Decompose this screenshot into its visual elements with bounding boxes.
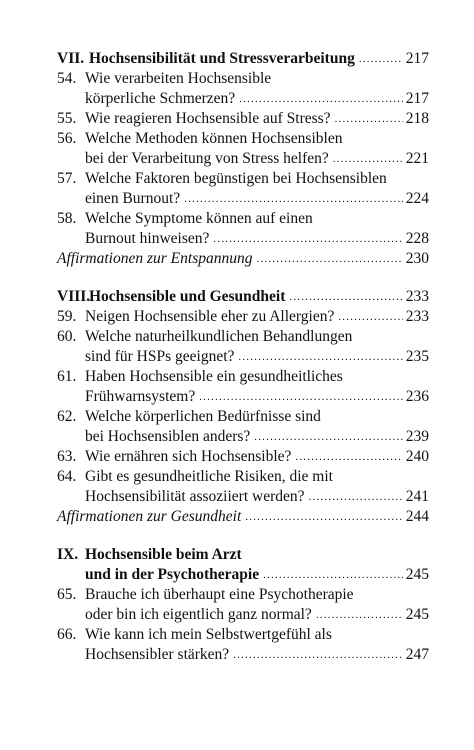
page-number: 224 — [405, 190, 429, 207]
dot-leader — [184, 189, 403, 209]
entry-number: 54. — [57, 70, 77, 87]
dot-leader — [239, 89, 403, 109]
entry-title: Welche Symptome können auf einen — [85, 210, 313, 227]
toc-entry[interactable] — [57, 605, 429, 625]
toc-entry[interactable] — [57, 189, 429, 209]
entry-number: 57. — [57, 170, 77, 187]
affirmation-title: Affirmationen zur Gesundheit — [57, 508, 242, 525]
toc-entry[interactable] — [57, 327, 429, 347]
page-number: 233 — [405, 308, 429, 325]
page-number: 240 — [405, 448, 429, 465]
entry-title: Brauche ich überhaupt eine Psychotherapie — [85, 586, 354, 603]
entry-title: Welche körperlichen Bedürfnisse sind — [85, 408, 321, 425]
entry-number: 66. — [57, 626, 77, 643]
entry-title: Burnout hinweisen? — [85, 230, 210, 247]
entry-number: 58. — [57, 210, 77, 227]
page-number: 244 — [405, 508, 429, 525]
page-number: 230 — [405, 250, 429, 267]
dot-leader — [295, 447, 402, 467]
entry-title: Hochsensibler stärken? — [85, 646, 230, 663]
entry-title: Hochsensibilität assoziiert werden? — [85, 488, 305, 505]
entry-title: bei Hochsensiblen anders? — [85, 428, 251, 445]
toc-entry[interactable] — [57, 109, 429, 129]
page-number: 245 — [405, 606, 429, 623]
entry-number: 61. — [57, 368, 77, 385]
chapter-title: Hochsensible und Gesundheit — [89, 288, 286, 305]
entry-number: 63. — [57, 448, 77, 465]
dot-leader — [256, 249, 402, 269]
page-number: 245 — [405, 566, 429, 583]
chapter-title: und in der Psychotherapie — [85, 566, 260, 583]
toc-entry[interactable] — [57, 645, 429, 665]
section-gap — [57, 269, 429, 287]
entry-number: 59. — [57, 308, 77, 325]
toc-entry[interactable] — [57, 129, 429, 149]
dot-leader — [233, 645, 403, 665]
toc-entry[interactable] — [57, 69, 429, 89]
page-number: 218 — [405, 110, 429, 127]
page-number: 217 — [405, 90, 429, 107]
toc-entry[interactable] — [57, 387, 429, 407]
dot-leader — [338, 307, 402, 327]
entry-title: Wie kann ich mein Selbstwertgefühl als — [85, 626, 332, 643]
page-number: 233 — [405, 288, 429, 305]
chapter-heading[interactable] — [57, 49, 429, 69]
chapter-title: Hochsensibilität und Stressverarbeitung — [89, 50, 355, 67]
chapter-heading[interactable] — [57, 565, 429, 585]
dot-leader — [359, 49, 403, 69]
chapter-number: IX. — [57, 546, 79, 563]
affirmation-title: Affirmationen zur Entspannung — [57, 250, 253, 267]
entry-number: 62. — [57, 408, 77, 425]
entry-title: oder bin ich eigentlich ganz normal? — [85, 606, 312, 623]
entry-title: Frühwarnsystem? — [85, 388, 196, 405]
toc-entry[interactable] — [57, 447, 429, 467]
toc-entry[interactable] — [57, 625, 429, 645]
page-number: 239 — [405, 428, 429, 445]
chapter-heading[interactable] — [57, 287, 429, 307]
page-number: 247 — [405, 646, 429, 663]
dot-leader — [316, 605, 403, 625]
entry-title: Haben Hochsensible ein gesundheitliches — [85, 368, 343, 385]
dot-leader — [263, 565, 403, 585]
chapter-title: Hochsensible beim Arzt — [85, 546, 242, 563]
dot-leader — [309, 487, 403, 507]
entry-title: Wie ernähren sich Hochsensible? — [85, 448, 292, 465]
toc-entry[interactable] — [57, 487, 429, 507]
dot-leader — [333, 149, 403, 169]
page-number: 236 — [405, 388, 429, 405]
entry-title: Welche Faktoren begünstigen bei Hochsensiblen — [85, 170, 387, 187]
toc-entry[interactable] — [57, 367, 429, 387]
page-number: 221 — [405, 150, 429, 167]
dot-leader — [254, 427, 402, 447]
toc-entry[interactable] — [57, 307, 429, 327]
toc-entry[interactable] — [57, 229, 429, 249]
page-number: 241 — [405, 488, 429, 505]
toc-entry[interactable] — [57, 89, 429, 109]
entry-title: Wie verarbeiten Hochsensible — [85, 70, 272, 87]
dot-leader — [199, 387, 403, 407]
toc-entry[interactable] — [57, 169, 429, 189]
entry-title: Welche naturheilkundlichen Behandlungen — [85, 328, 353, 345]
entry-title: einen Burnout? — [85, 190, 181, 207]
entry-number: 64. — [57, 468, 77, 485]
page-number: 217 — [405, 50, 429, 67]
toc-entry[interactable] — [57, 347, 429, 367]
toc-entry[interactable] — [57, 427, 429, 447]
dot-leader — [335, 109, 403, 129]
dot-leader — [213, 229, 402, 249]
chapter-heading[interactable] — [57, 545, 429, 565]
chapter-number: VIII. — [57, 288, 91, 305]
section-gap — [57, 527, 429, 545]
entry-title: Wie reagieren Hochsensible auf Stress? — [85, 110, 331, 127]
entry-title: Welche Methoden können Hochsensiblen — [85, 130, 343, 147]
toc-entry[interactable] — [57, 585, 429, 605]
dot-leader — [289, 287, 402, 307]
entry-title: körperliche Schmerzen? — [85, 90, 236, 107]
entry-number: 55. — [57, 110, 77, 127]
page-number: 235 — [405, 348, 429, 365]
affirmation-entry[interactable] — [57, 249, 429, 269]
entry-title: Neigen Hochsensible eher zu Allergien? — [85, 308, 335, 325]
toc-entry[interactable] — [57, 209, 429, 229]
entry-title: bei der Verarbeitung von Stress helfen? — [85, 150, 329, 167]
dot-leader — [238, 347, 402, 367]
table-of-contents — [57, 49, 429, 665]
toc-entry[interactable] — [57, 149, 429, 169]
entry-title: Gibt es gesundheitliche Risiken, die mit — [85, 468, 333, 485]
affirmation-entry[interactable] — [57, 507, 429, 527]
entry-title: sind für HSPs geeignet? — [85, 348, 235, 365]
page-number: 228 — [405, 230, 429, 247]
chapter-number: VII. — [57, 50, 85, 67]
dot-leader — [245, 507, 402, 527]
entry-number: 60. — [57, 328, 77, 345]
entry-number: 56. — [57, 130, 77, 147]
toc-entry[interactable] — [57, 407, 429, 427]
toc-entry[interactable] — [57, 467, 429, 487]
entry-number: 65. — [57, 586, 77, 603]
